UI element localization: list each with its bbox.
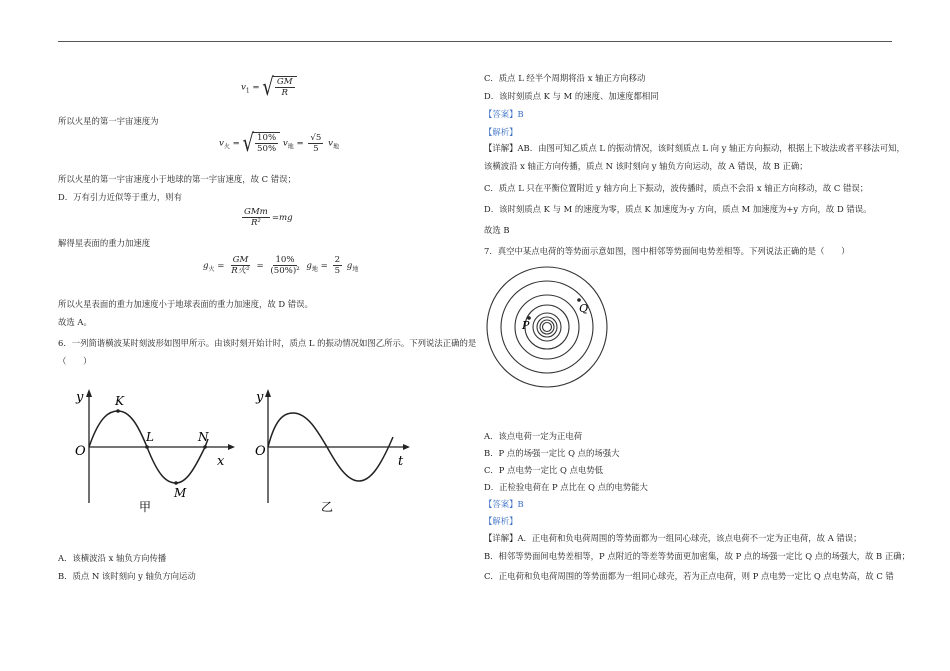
option-d: D．该时刻质点 K 与 M 的速度、加速度都相同 bbox=[484, 91, 659, 101]
q7-option-c: C．P 点电势一定比 Q 点电势低 bbox=[484, 465, 604, 475]
jia-origin-label: O bbox=[75, 444, 86, 459]
jia-n-label: N bbox=[198, 430, 209, 444]
jia-x-label: x bbox=[217, 454, 225, 469]
point-q-label: Q bbox=[579, 302, 589, 315]
detail-line: D．该时刻质点 K 与 M 的速度为零，质点 K 加速度为-y 方向，质点 M 加速度为+y 方向，故 D 错误。 bbox=[484, 204, 872, 214]
point-p-label: P bbox=[522, 319, 530, 332]
q7-option-d: D．正检验电荷在 P 点比在 Q 点的电势能大 bbox=[484, 482, 648, 492]
jia-y-label: y bbox=[76, 390, 84, 405]
paragraph: 故选 A。 bbox=[58, 317, 92, 327]
detail-line: 故选 B bbox=[484, 225, 510, 235]
question-6-bracket: （ ） bbox=[58, 356, 92, 366]
q7-detail-line: C．正电荷和负电荷周围的等势面都为一组同心球壳，若为正点电荷，则 P 点电势一定比 Q 点电势高，故 C 错 bbox=[484, 571, 894, 581]
yi-y-label: y bbox=[256, 390, 264, 405]
answer-label: 【答案】B bbox=[484, 109, 524, 119]
equation-v-mars: $v_火$ = √ $\frac{10\%}{50\%}$ $v_地$ = $\frac{√5}{5}$ $v_地$ bbox=[219, 128, 339, 158]
jia-m-label: M bbox=[174, 486, 187, 500]
q7-detail-line: 【详解】A．正电荷和负电荷周围的等势面都为一组同心球壳，该点电荷不一定为正电荷，故 A 错误； bbox=[484, 533, 862, 543]
option-a: A．该横波沿 x 轴负方向传播 bbox=[58, 553, 167, 563]
paragraph: 解得星表面的重力加速度 bbox=[58, 238, 151, 248]
paragraph: D．万有引力近似等于重力，则有 bbox=[58, 192, 182, 202]
equation-gravity: $\frac{\text{GMm}}{\text{R²}}$ =mg bbox=[244, 207, 293, 228]
question-6: 6．一列简谐横波某时刻波形如图甲所示。由该时刻开始计时，质点 L 的振动情况如图乙所示。下列说法正确的是 bbox=[58, 338, 477, 348]
paragraph: 所以火星的第一宇宙速度小于地球的第一宇宙速度，故 C 错误； bbox=[58, 174, 296, 184]
equation-v1: $v_1$ = √ $\frac{GM}{R}$ bbox=[241, 76, 297, 98]
vibration-figure-yi bbox=[255, 385, 415, 515]
jia-l-label: L bbox=[146, 430, 154, 444]
jia-caption: 甲 bbox=[139, 500, 152, 514]
option-b: B．质点 N 该时刻向 y 轴负方向运动 bbox=[58, 571, 196, 581]
q7-option-b: B．P 点的场强一定比 Q 点的场强大 bbox=[484, 448, 620, 458]
wave-figure-jia bbox=[70, 385, 240, 515]
equipotential-figure bbox=[486, 263, 612, 389]
yi-t-label: t bbox=[398, 454, 404, 469]
q7-detail-line: B．相邻等势面间电势差相等，P 点附近的等差等势面更加密集，故 P 点的场强一定比 Q 点的场强大，故 B 正确； bbox=[484, 551, 910, 561]
detail-line: 【详解】AB．由图可知乙质点 L 的振动情况，该时刻质点 L 向 y 轴正方向振动，根据上下坡法或者平移法可知， bbox=[484, 143, 905, 153]
option-c: C．质点 L 经半个周期将沿 x 轴正方向移动 bbox=[484, 73, 646, 83]
paragraph: 所以火星的第一宇宙速度为 bbox=[58, 116, 159, 126]
q7-analysis-label: 【解析】 bbox=[484, 516, 518, 526]
yi-caption: 乙 bbox=[321, 500, 334, 514]
paragraph: 所以火星表面的重力加速度小于地球表面的重力加速度，故 D 错误。 bbox=[58, 299, 313, 309]
detail-line: 该横波沿 x 轴正方向传播，质点 N 该时刻向 y 轴负方向运动，故 A 错误，故 B 正确； bbox=[484, 161, 808, 171]
detail-line: C．质点 L 只在平衡位置附近 y 轴方向上下振动，波传播时，质点不会沿 x 轴正方向移动，故 C 错误； bbox=[484, 183, 869, 193]
question-7: 7．真空中某点电荷的等势面示意如图，图中相邻等势面间电势差相等。下列说法正确的是（ ） bbox=[484, 246, 850, 256]
equation-g-mars: $g_火$ = $\frac{GM}{\text{R火²}}$ = $\frac{10\%}{\text{(50\%)²}}$ $g_地$ = $\frac{2}{5}$ $g_地$ bbox=[203, 255, 359, 276]
q7-option-a: A．该点电荷一定为正电荷 bbox=[484, 431, 583, 441]
analysis-label: 【解析】 bbox=[484, 127, 518, 137]
yi-origin-label: O bbox=[255, 444, 266, 459]
q7-answer-label: 【答案】B bbox=[484, 499, 524, 509]
jia-k-label: K bbox=[115, 394, 124, 408]
header-rule bbox=[58, 41, 892, 42]
